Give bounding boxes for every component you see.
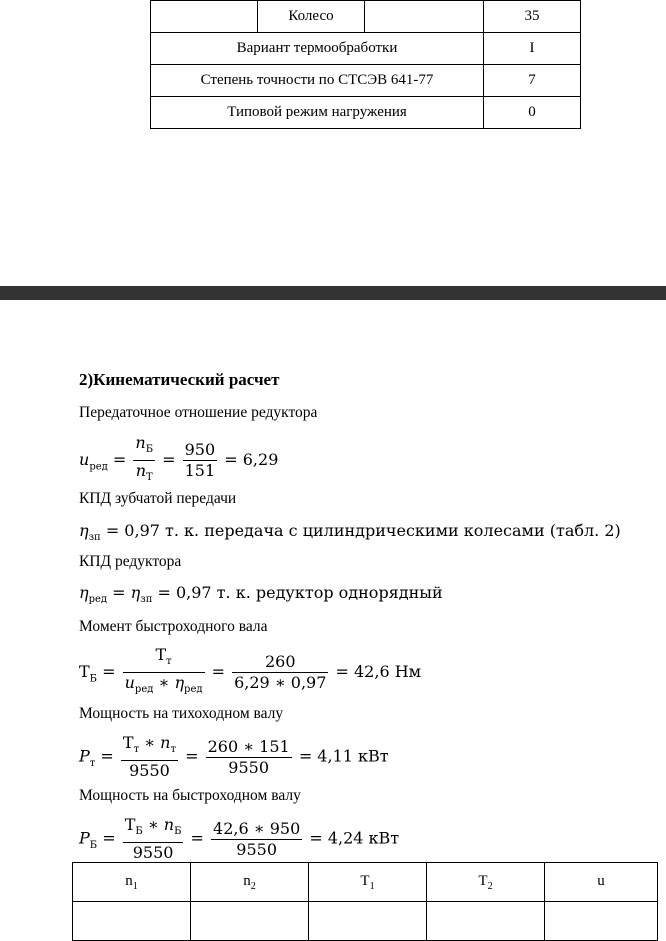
table-cell: Типовой режим нагружения <box>151 97 484 129</box>
table-row <box>151 33 581 65</box>
header-cell-n2: $n_2$ <box>191 863 309 902</box>
table-header-row <box>73 863 658 902</box>
results-table <box>72 862 658 941</box>
slow-power-formula: $P_т$ = $\frac{T_т ∗ n_т}{9550}$ = $\frac{260 ∗ 151}{9550}$ = 4,11 кВт <box>79 733 389 781</box>
table-cell: 35 <box>484 1 581 33</box>
table-cell <box>365 1 484 33</box>
fast-power-label: Мощность на быстроходном валу <box>79 787 301 804</box>
header-cell-t2: $T_2$ <box>427 863 545 902</box>
table-row <box>151 1 581 33</box>
gear-eff-formula: $\eta_{зп} = 0,97$ т. к. передача с цилиндрическими колесами (табл. 2) <box>79 521 621 544</box>
red-eff-formula: $\eta_{ред} = \eta_{зп} = 0,97$ т. к. редуктор однорядный <box>79 583 443 606</box>
section-heading: 2)Кинематический расчет <box>79 370 280 389</box>
table-row <box>151 65 581 97</box>
table-row <box>151 97 581 129</box>
gear-eff-label: КПД зубчатой передачи <box>79 490 237 507</box>
header-cell-u: u <box>545 863 658 902</box>
red-eff-label: КПД редуктора <box>79 553 182 570</box>
ratio-formula: $u_{ред}$ = $\frac{n_Б}{n_Т}$ = $\frac{950}{151}$ = 6,29 <box>79 433 279 484</box>
table-cell: 0 <box>484 97 581 129</box>
table-cell <box>151 1 258 33</box>
page-separator <box>0 286 666 300</box>
params-table <box>150 0 581 129</box>
table-cell: Степень точности по СТСЭВ 641-77 <box>151 65 484 97</box>
header-cell-n1: $n_1$ <box>73 863 191 902</box>
table-cell: Вариант термообработки <box>151 33 484 65</box>
slow-power-label: Мощность на тихоходном валу <box>79 705 284 722</box>
ratio-label: Передаточное отношение редуктора <box>79 404 318 421</box>
torque-formula: $T_Б$ = $\frac{T_т}{u_{ред} ∗ \eta_{ред}}$ = $\frac{260}{6,29 ∗ 0,97}$ = 42,6 Нм <box>79 645 422 696</box>
table-cell: I <box>484 33 581 65</box>
fast-power-formula: $P_Б$ = $\frac{T_Б ∗ n_Б}{9550}$ = $\frac{42,6 ∗ 950}{9550}$ = 4,24 кВт <box>79 815 400 863</box>
header-cell-t1: $T_1$ <box>309 863 427 902</box>
table-row <box>73 902 658 941</box>
table-cell: 7 <box>484 65 581 97</box>
table-cell: Колесо <box>258 1 365 33</box>
torque-label: Момент быстроходного вала <box>79 618 268 635</box>
